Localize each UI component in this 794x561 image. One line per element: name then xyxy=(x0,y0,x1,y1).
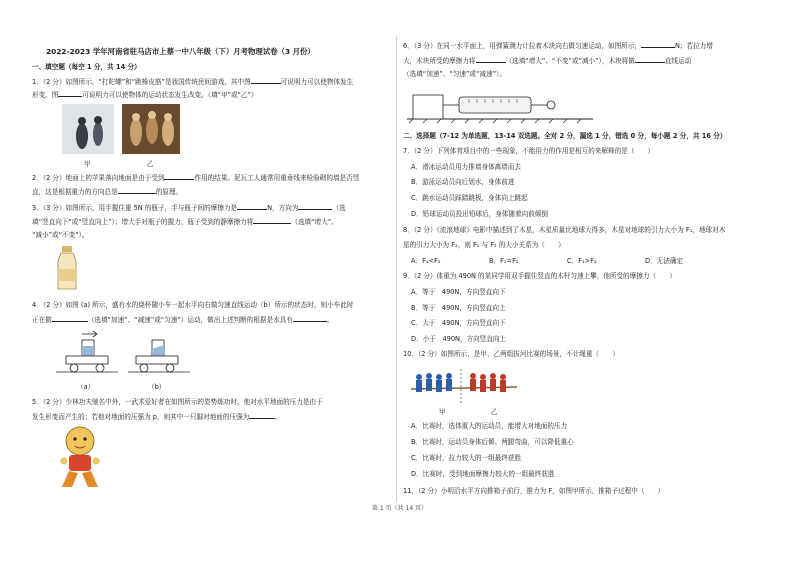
q8-option-d[interactable]: D．无法确定 xyxy=(645,257,684,265)
right-column xyxy=(397,0,794,561)
q6-line3: （选填“加速”、“匀速”或“减速”）。 xyxy=(403,70,506,78)
spinning-top-photo xyxy=(62,104,114,154)
q10-option-a[interactable]: A．比赛时，选体重大的运动员，能增大对地面的压力 xyxy=(411,422,568,430)
q5-line1: 5．（2 分）少林功夫驰名中外，一武术爱好者在如图所示的姿势练功时，他对水平地面的压力是由于 xyxy=(32,398,323,406)
q1-caption-jia: 甲 xyxy=(84,160,91,168)
page-title: 2022-2023 学年河南省驻马店市上蔡一中八年级（下）月考物理试卷（3 月份） xyxy=(46,47,315,56)
q6-line2: 大，木块所受的摩擦力将 （选填“增大”、“不变”或“减小”），木块将做 直线运动 xyxy=(403,57,692,65)
q5-kungfu-figure xyxy=(58,425,104,493)
section-fill-blank-heading: 一、填空题（每空 1 分，共 14 分） xyxy=(32,63,141,71)
q4-line1: 4．（2 分）如图 (a) 所示，盛有水的烧杯随小车一起水平向右做匀速直线运动（b）所示的状态时，则小车此时 xyxy=(32,301,354,309)
q9-option-a[interactable]: A．等于 490N，方向竖直向下 xyxy=(411,288,506,296)
q7-option-d[interactable]: D．铅球运动员投出铅球后，身体随着向前倾倒 xyxy=(411,210,548,218)
q4-cart-figures xyxy=(56,330,206,390)
q3-line2: 填“竖直向下”或“竖直向上”）；增大手对瓶子的握力，瓶子受到的静摩擦力将 （选填“增大”、 xyxy=(32,218,338,226)
cart-b xyxy=(128,340,190,372)
spring-scale xyxy=(459,97,531,113)
q6-spring-scale-figure xyxy=(407,85,597,125)
q10-option-b[interactable]: B．比赛时，运动员身体后倾、两腿弯曲，可以降低重心 xyxy=(411,438,574,446)
q10-tug-of-war-figure xyxy=(409,363,519,407)
q10-option-d[interactable]: D．比赛时，受到地面摩擦力较大的一组最终获胜 xyxy=(411,470,555,478)
cart-a xyxy=(56,331,118,372)
q6-line1: 6．（3 分）在同一水平面上，用弹簧测力计拉着木块向右做匀速运动，如图所示， N；若拉力增 xyxy=(403,42,713,50)
q2-line2: 直，这是根据重力的方向总是 的原理。 xyxy=(32,188,183,196)
q9-option-b[interactable]: B．等于 490N，方向竖直向上 xyxy=(411,304,506,312)
q7-option-c[interactable]: C．跳水运动员踩踏跳板，身体向上跳起 xyxy=(411,194,528,202)
q10-option-c[interactable]: C．比赛时，拉力较大的一组最终获胜 xyxy=(411,454,522,462)
q5-line2: 发生形变而产生的；若他对地面的压强为 p，则其中一只脚对地面的压强为 。 xyxy=(32,413,282,421)
q8-option-a[interactable]: A．F₁<F₂ xyxy=(411,257,441,265)
q10-caption-jia: 甲 xyxy=(439,408,446,416)
q9-option-c[interactable]: C．大于 490N，方向竖直向下 xyxy=(411,319,506,327)
q7-stem: 7．（2 分）下列体育项目中的一些现象，不能用力的作用是相互的来解释的是（ ） xyxy=(403,147,655,155)
q9-stem: 9．（2 分）体重为 490N 的某同学用双手握住竖直的木杆匀速上攀，他所受的摩擦力（ ） xyxy=(403,272,676,280)
q1-figure xyxy=(62,104,182,156)
q7-option-a[interactable]: A．滑冰运动员用力推墙身体离墙而去 xyxy=(411,163,522,171)
q10-stem: 10．（2 分）如图所示，是甲、乙两组拔河比赛的场景，不计绳重（ ） xyxy=(403,350,619,358)
q1-caption-yi: 乙 xyxy=(147,160,154,168)
q9-option-d[interactable]: D．小于 490N，方向竖直向上 xyxy=(411,335,507,343)
q7-option-b[interactable]: B．游泳运动员向后划水，身体前进 xyxy=(411,178,515,186)
q2-line1: 2．（2 分）地面上的苹果落向地面是由于受到 作用的结果。泥瓦工人通常用重垂线来检验砌的墙是否竖 xyxy=(32,174,360,182)
q3-bottle-figure xyxy=(56,245,80,291)
section-choice-heading: 二、选择题（7-12 为单选题，13-14 双选题。全对 2 分，漏选 1 分，错选 0 分，每小题 2 分，共 16 分） xyxy=(403,132,727,140)
q4-caption-a: （a） xyxy=(77,383,95,391)
q8-line1: 8．（2 分）《流浪地球》电影中描述到了木星，木星质量比地球大得多，木星对地球的引力大小为 F₁，地球对木 xyxy=(403,226,726,234)
q3-line3: “减小”或“不变”）。 xyxy=(32,231,89,239)
q10-caption-yi: 乙 xyxy=(491,408,498,416)
q4-line2: 正在做 （选填“加速”、“减速”或“匀速”）运动，做出上述判断的根据是水具有 。 xyxy=(32,316,334,324)
wooden-block xyxy=(413,95,443,119)
q3-line1: 3．（3 分）如图所示，用手握住重 5N 的瓶子，手与瓶子间的摩擦力是 N，方向为 （选 xyxy=(32,204,346,212)
q4-caption-b: （b） xyxy=(148,383,166,391)
q11-stem: 11．（2 分）小明沿水平方向推箱子前行，推力为 F，如图甲所示，推箱子过程中（ ） xyxy=(403,487,665,495)
q1-line1: 1．（2 分）如图所示，“打陀螺”和“跳橡皮筋”是我国传统民间游戏，其中图 可说明力可以使物体发生 xyxy=(32,78,354,86)
q1-line2: 形变，图 可说明力可以使物体的运动状态发生改变。（填“甲”或“乙”） xyxy=(32,91,258,99)
q8-option-b[interactable]: B．F₁=F₂ xyxy=(489,257,519,265)
q8-option-c[interactable]: C．F₁>F₂ xyxy=(567,257,597,265)
page-footer: 第 1 页（共 14 页） xyxy=(372,505,428,512)
q8-line2: 星的引力大小为 F₂，则 F₁ 与 F₂ 的大小关系为（ ） xyxy=(403,241,565,249)
